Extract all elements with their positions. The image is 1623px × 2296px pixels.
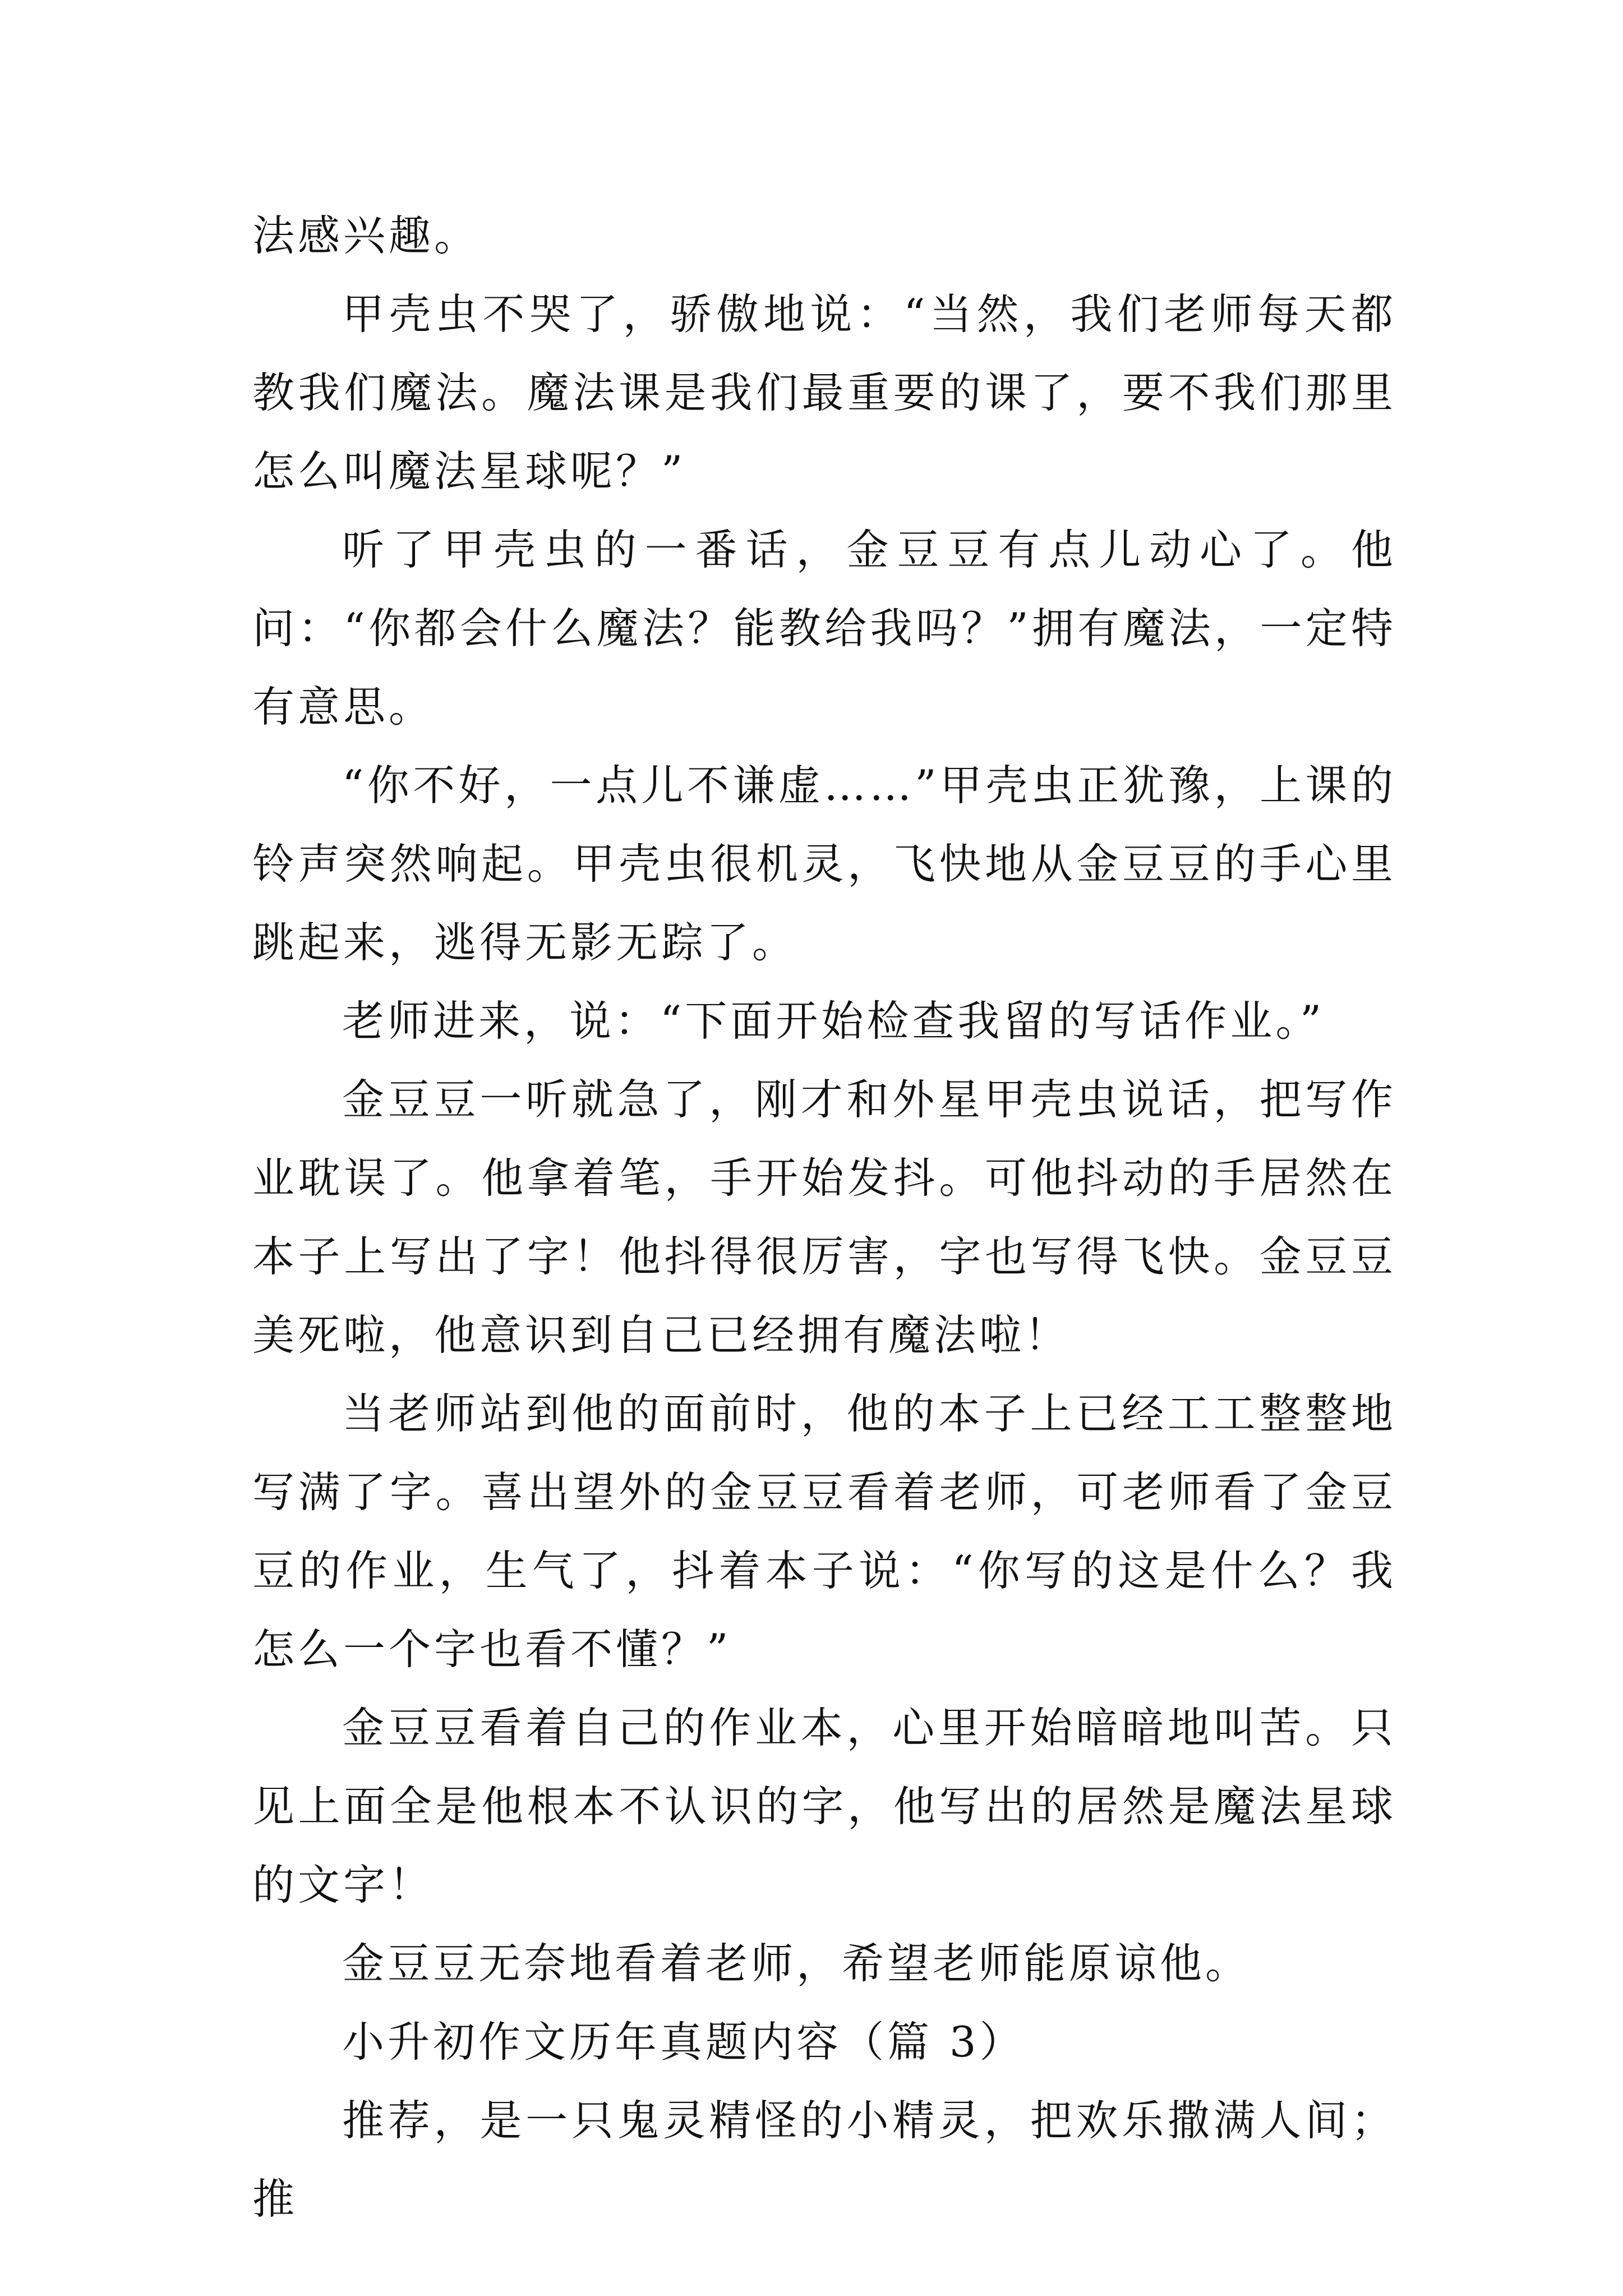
section-heading: 小升初作文历年真题内容（篇 3） [342,2017,1025,2067]
paragraph: 当老师站到他的面前时，他的本子上已经工工整整地写满了字。喜出望外的金豆豆看着老师，可老师看了金豆豆的作业，生气了，抖着本子说：“你写的这是什么？我怎么一个字也看不懂？” [252,1389,1396,1674]
paragraph: 甲壳虫不哭了，骄傲地说：“当然，我们老师每天都教我们魔法。魔法课是我们最重要的课了，要不我们那里怎么叫魔法星球呢？” [252,289,1396,496]
document-body [252,196,1396,2238]
paragraph: 金豆豆看着自己的作业本，心里开始暗暗地叫苦。只见上面全是他根本不认识的字，他写出的居然是魔法星球的文字！ [252,1703,1396,1910]
paragraph: 金豆豆一听就急了，刚才和外星甲壳虫说话，把写作业耽误了。他拿着笔，手开始发抖。可他抖动的手居然在本子上写出了字！他抖得很厉害，字也写得飞快。金豆豆美死啦，他意识到自己已经拥有魔法啦！ [252,1075,1396,1360]
paragraph: 金豆豆无奈地看着老师，希望老师能原谅他。 [342,1939,1251,1988]
paragraph: “你不好，一点儿不谦虚……”甲壳虫正犹豫，上课的铃声突然响起。甲壳虫很机灵，飞快地从金豆豆的手心里跳起来，逃得无影无踪了。 [252,761,1396,967]
paragraph: 听了甲壳虫的一番话，金豆豆有点儿动心了。他问：“你都会什么魔法？能教给我吗？”拥有魔法，一定特有意思。 [252,525,1396,731]
paragraph: 老师进来，说：“下面开始检查我留的写话作业。” [342,996,1325,1046]
paragraph: 推荐，是一只鬼灵精怪的小精灵，把欢乐撒满人间；推 [252,2096,1396,2224]
paragraph-continuation: 法感兴趣。 [252,211,480,260]
